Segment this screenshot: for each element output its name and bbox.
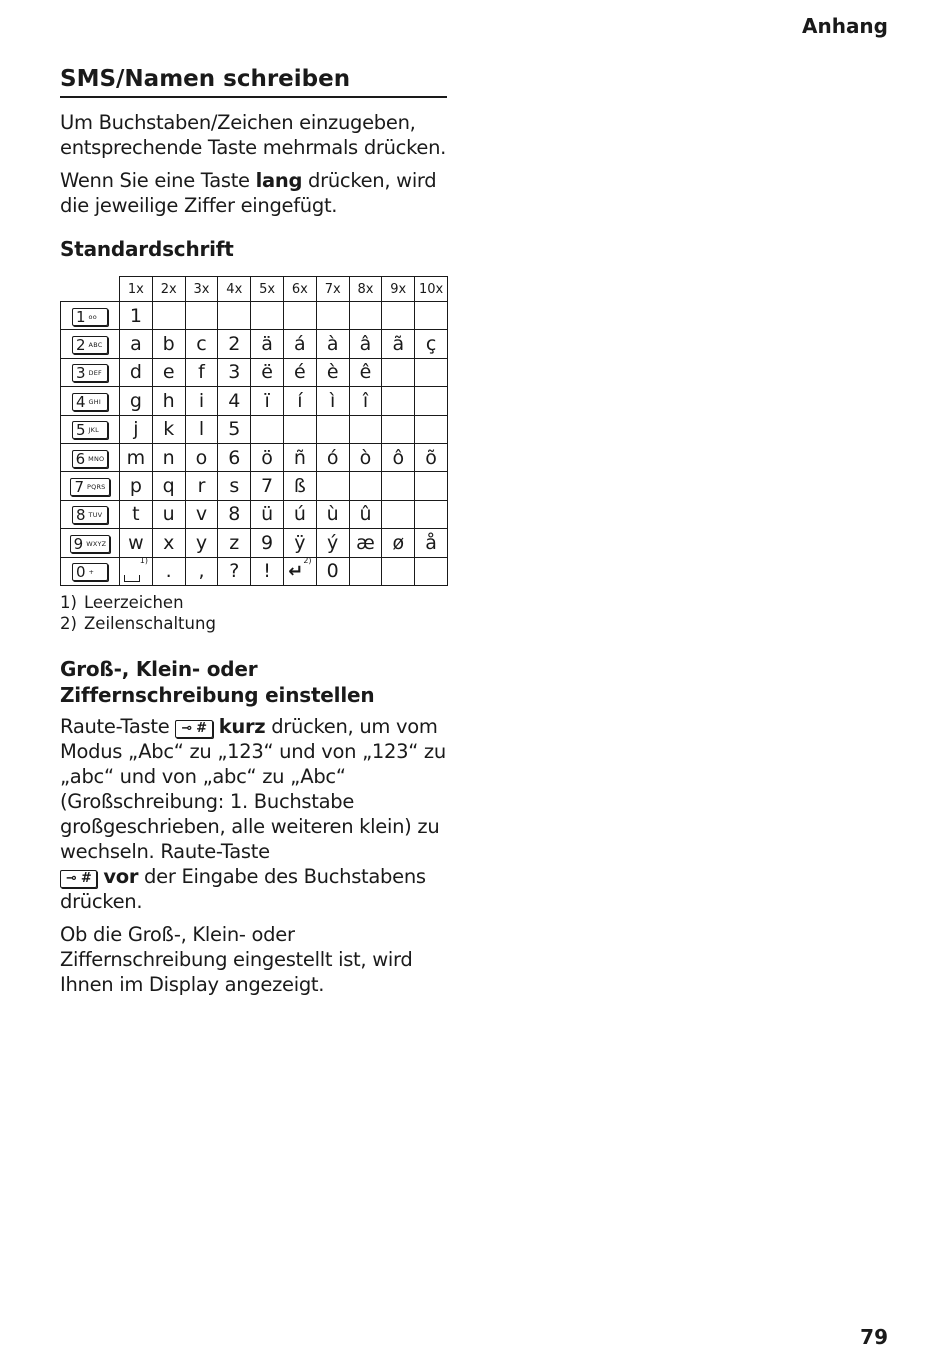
table-cell (316, 472, 349, 500)
key-cell (61, 500, 120, 528)
key-number: 0 (76, 563, 86, 582)
table-cell (316, 415, 349, 443)
hash-key-icon: ⊸ # (175, 720, 212, 738)
table-cell: å (415, 529, 448, 557)
table-cell: é (283, 358, 316, 386)
table-cell: m (120, 443, 153, 471)
key-number: 8 (76, 506, 86, 525)
table-cell (120, 557, 153, 585)
table-cell: 2 (218, 330, 251, 358)
table-cell: ö (251, 443, 284, 471)
table-cell: î (349, 387, 382, 415)
table-cell: l (185, 415, 218, 443)
table-cell (382, 415, 415, 443)
table-cell: ß (283, 472, 316, 500)
key-letters: ABC (88, 341, 103, 350)
key-cell (61, 529, 120, 557)
table-cell: è (316, 358, 349, 386)
table-cell: í (283, 387, 316, 415)
table-cell (316, 302, 349, 330)
table-cell: , (185, 557, 218, 585)
table-header-cell: 6x (283, 277, 316, 302)
table-cell (382, 302, 415, 330)
table-cell: e (152, 358, 185, 386)
table-cell (415, 415, 448, 443)
table-cell: á (283, 330, 316, 358)
table-cell: i (185, 387, 218, 415)
table-cell: d (120, 358, 153, 386)
table-cell: 1 (120, 302, 153, 330)
table-cell (382, 557, 415, 585)
table-cell (382, 358, 415, 386)
main-content (60, 66, 450, 1005)
key-letters: DEF (88, 369, 102, 378)
hash-key-icon-2: ⊸ # (60, 870, 97, 888)
table-cell (415, 557, 448, 585)
phone-key-8-icon (72, 506, 108, 524)
table-cell: û (349, 500, 382, 528)
key-letters: MNO (88, 454, 105, 463)
enter-arrow-icon: ↵ (288, 561, 304, 583)
table-cell: ï (251, 387, 284, 415)
footnote-2-num: 2) (60, 613, 77, 633)
phone-key-7-icon (70, 478, 109, 496)
table-cell: ã (382, 330, 415, 358)
phone-key-1-icon (72, 308, 108, 326)
table-header-cell: 3x (185, 277, 218, 302)
phone-key-3-icon (72, 364, 108, 382)
intro-p2-text-a: Wenn Sie eine Taste (60, 169, 256, 192)
table-cell: v (185, 500, 218, 528)
table-cell: õ (415, 443, 448, 471)
key-letters: + (88, 568, 95, 577)
phone-key-5-icon (72, 421, 108, 439)
table-header-cell: 4x (218, 277, 251, 302)
key-cell (61, 358, 120, 386)
table-cell (382, 472, 415, 500)
table-cell: x (152, 529, 185, 557)
table-row (61, 330, 448, 358)
standard-font-heading: Standardschrift (60, 237, 234, 261)
table-cell: h (152, 387, 185, 415)
table-cell: z (218, 529, 251, 557)
table-cell: r (185, 472, 218, 500)
table-cell: q (152, 472, 185, 500)
key-cell (61, 443, 120, 471)
intro-paragraph-2 (60, 168, 450, 218)
footnote-ref-2: 2) (303, 556, 312, 566)
table-cell: ó (316, 443, 349, 471)
table-cell (152, 302, 185, 330)
table-cell: ü (251, 500, 284, 528)
case-heading: Groß-, Klein- oder Ziffernschreibung einstellen (60, 656, 375, 707)
table-cell (415, 302, 448, 330)
table-cell: y (185, 529, 218, 557)
table-cell: 6 (218, 443, 251, 471)
table-header-cell: 8x (349, 277, 382, 302)
page-title: SMS/Namen schreiben (60, 66, 447, 98)
key-cell (61, 472, 120, 500)
case-paragraph-1 (60, 714, 450, 914)
table-cell: ô (382, 443, 415, 471)
page-number: 79 (860, 1325, 888, 1349)
phone-key-4-icon (72, 393, 108, 411)
footnote-1-num: 1) (60, 592, 77, 612)
table-cell (251, 415, 284, 443)
key-cell (61, 387, 120, 415)
key-letters: PQRS (87, 483, 106, 492)
phone-key-6-icon (72, 450, 109, 468)
table-cell: ò (349, 443, 382, 471)
table-cell: 8 (218, 500, 251, 528)
table-cell: 3 (218, 358, 251, 386)
key-letters: WXYZ (86, 539, 107, 548)
key-number: 2 (76, 336, 86, 355)
table-cell (251, 302, 284, 330)
key-number: 6 (75, 449, 86, 468)
table-cell (283, 415, 316, 443)
table-cell (283, 302, 316, 330)
table-row (61, 443, 448, 471)
key-number: 5 (76, 421, 86, 440)
table-cell (218, 302, 251, 330)
table-header-cell: 9x (382, 277, 415, 302)
footnote-1-text: Leerzeichen (84, 592, 184, 612)
intro-paragraph-1: Um Buchstaben/Zeichen einzugeben, entsprechende Taste mehrmals drücken. (60, 111, 447, 159)
space-icon (124, 575, 140, 582)
table-cell: . (152, 557, 185, 585)
phone-key-9-icon (70, 535, 111, 553)
phone-key-0-icon (72, 563, 108, 581)
table-cell: ý (316, 529, 349, 557)
table-cell: ø (382, 529, 415, 557)
table-cell: ç (415, 330, 448, 358)
case-paragraph-2: Ob die Groß-, Klein- oder Ziffernschreibung eingestellt ist, wird Ihnen im Display angezeigt. (60, 922, 413, 996)
footnote-1 (60, 592, 450, 613)
table-row (61, 415, 448, 443)
table-cell: c (185, 330, 218, 358)
table-header-cell: 2x (152, 277, 185, 302)
table-cell: ë (251, 358, 284, 386)
table-cell (415, 500, 448, 528)
key-cell (61, 415, 120, 443)
footnote-2-text: Zeilenschaltung (84, 613, 216, 633)
table-cell: g (120, 387, 153, 415)
character-table (60, 276, 448, 586)
table-cell: â (349, 330, 382, 358)
table-row (61, 358, 448, 386)
table-corner-cell (61, 277, 120, 302)
table-cell: 0 (316, 557, 349, 585)
table-cell: w (120, 529, 153, 557)
table-cell: u (152, 500, 185, 528)
table-header-cell: 5x (251, 277, 284, 302)
intro-p2-text-c: drücken, wird die jeweilige Ziffer eingefügt. (60, 169, 437, 217)
table-cell: ú (283, 500, 316, 528)
table-cell (349, 415, 382, 443)
table-cell: 4 (218, 387, 251, 415)
table-cell: j (120, 415, 153, 443)
table-cell (349, 557, 382, 585)
footnote-ref-1: 1) (139, 556, 148, 566)
table-cell: ! (251, 557, 284, 585)
key-cell (61, 302, 120, 330)
key-letters: oo (88, 312, 97, 321)
table-cell (415, 472, 448, 500)
case-text-bold-vor: vor (103, 864, 139, 888)
table-header-cell: 10x (415, 277, 448, 302)
table-cell (415, 387, 448, 415)
table-cell (415, 358, 448, 386)
key-number: 4 (76, 392, 86, 411)
table-cell: ù (316, 500, 349, 528)
table-cell (185, 302, 218, 330)
table-cell: ÿ (283, 529, 316, 557)
key-letters: JKL (88, 426, 99, 435)
key-number: 3 (76, 364, 86, 383)
section-header: Anhang (801, 14, 888, 38)
key-number: 9 (73, 534, 84, 553)
table-cell: 5 (218, 415, 251, 443)
table-header-row (61, 277, 448, 302)
table-cell: 7 (251, 472, 284, 500)
table-cell: t (120, 500, 153, 528)
table-cell: b (152, 330, 185, 358)
table-cell (283, 557, 316, 585)
table-cell: n (152, 443, 185, 471)
table-row (61, 472, 448, 500)
table-cell: f (185, 358, 218, 386)
table-cell: à (316, 330, 349, 358)
case-text-a3: drücken, um vom Modus „Abc“ zu „123“ und von „123“ zu „abc“ und von „abc“ zu „Abc“ (Großschreibung: 1. Buchstabe großgeschrieben, alle weiteren klein) zu wechseln. Raute-Taste (60, 714, 446, 863)
table-row (61, 500, 448, 528)
table-cell: ê (349, 358, 382, 386)
table-row (61, 387, 448, 415)
table-cell: ä (251, 330, 284, 358)
table-cell: s (218, 472, 251, 500)
table-cell (382, 500, 415, 528)
table-row (61, 529, 448, 557)
table-cell: a (120, 330, 153, 358)
table-header-cell: 7x (316, 277, 349, 302)
table-cell (349, 472, 382, 500)
table-cell: ì (316, 387, 349, 415)
footnote-2 (60, 613, 450, 634)
footnotes (60, 592, 450, 634)
phone-key-2-icon (72, 336, 108, 354)
intro-p2-bold: lang (255, 169, 303, 192)
key-number: 1 (76, 307, 86, 326)
table-row (61, 302, 448, 330)
table-cell: ñ (283, 443, 316, 471)
case-text-bold-kurz: kurz (218, 714, 266, 738)
key-cell (61, 557, 120, 585)
case-text-b2: der Eingabe des Buchstabens drücken. (60, 864, 426, 913)
table-cell: æ (349, 529, 382, 557)
key-cell (61, 330, 120, 358)
table-cell (382, 387, 415, 415)
table-cell: o (185, 443, 218, 471)
table-header-cell: 1x (120, 277, 153, 302)
table-cell: k (152, 415, 185, 443)
table-cell (349, 302, 382, 330)
table-cell: p (120, 472, 153, 500)
table-row (61, 557, 448, 585)
key-number: 7 (74, 478, 85, 497)
key-letters: GHI (88, 397, 101, 406)
table-cell: 9 (251, 529, 284, 557)
key-letters: TUV (88, 511, 103, 520)
case-text-a1: Raute-Taste (60, 714, 176, 738)
table-cell: ? (218, 557, 251, 585)
